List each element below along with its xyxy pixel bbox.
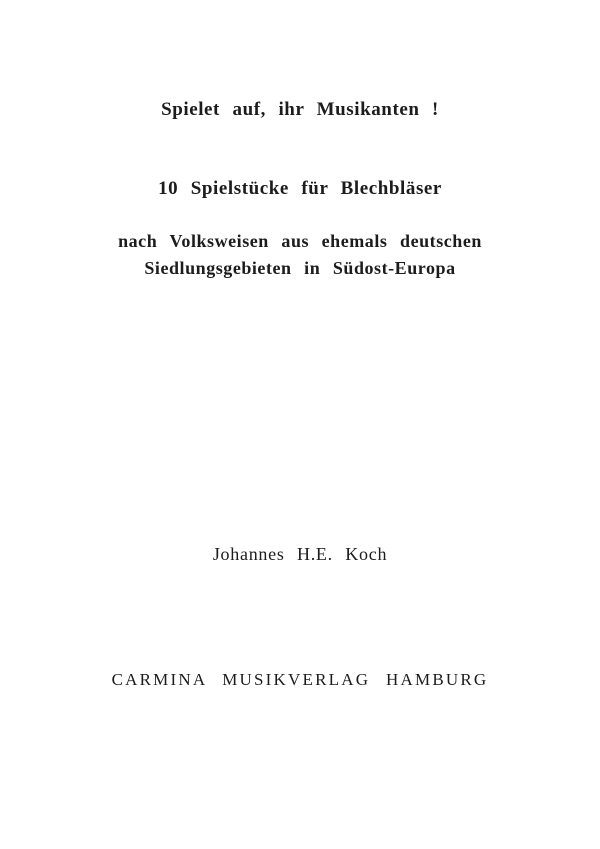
publisher-name: CARMINA MUSIKVERLAG HAMBURG bbox=[111, 670, 489, 689]
description-line-2: Siedlungsgebieten in Südost-Europa bbox=[144, 258, 456, 278]
author-name: Johannes H.E. Koch bbox=[212, 544, 388, 564]
description-line-1: nach Volksweisen aus ehemals deutschen bbox=[118, 231, 482, 251]
book-subtitle: 10 Spielstücke für Blechbläser bbox=[158, 178, 442, 199]
book-title: Spielet auf, ihr Musikanten ! bbox=[161, 99, 439, 120]
